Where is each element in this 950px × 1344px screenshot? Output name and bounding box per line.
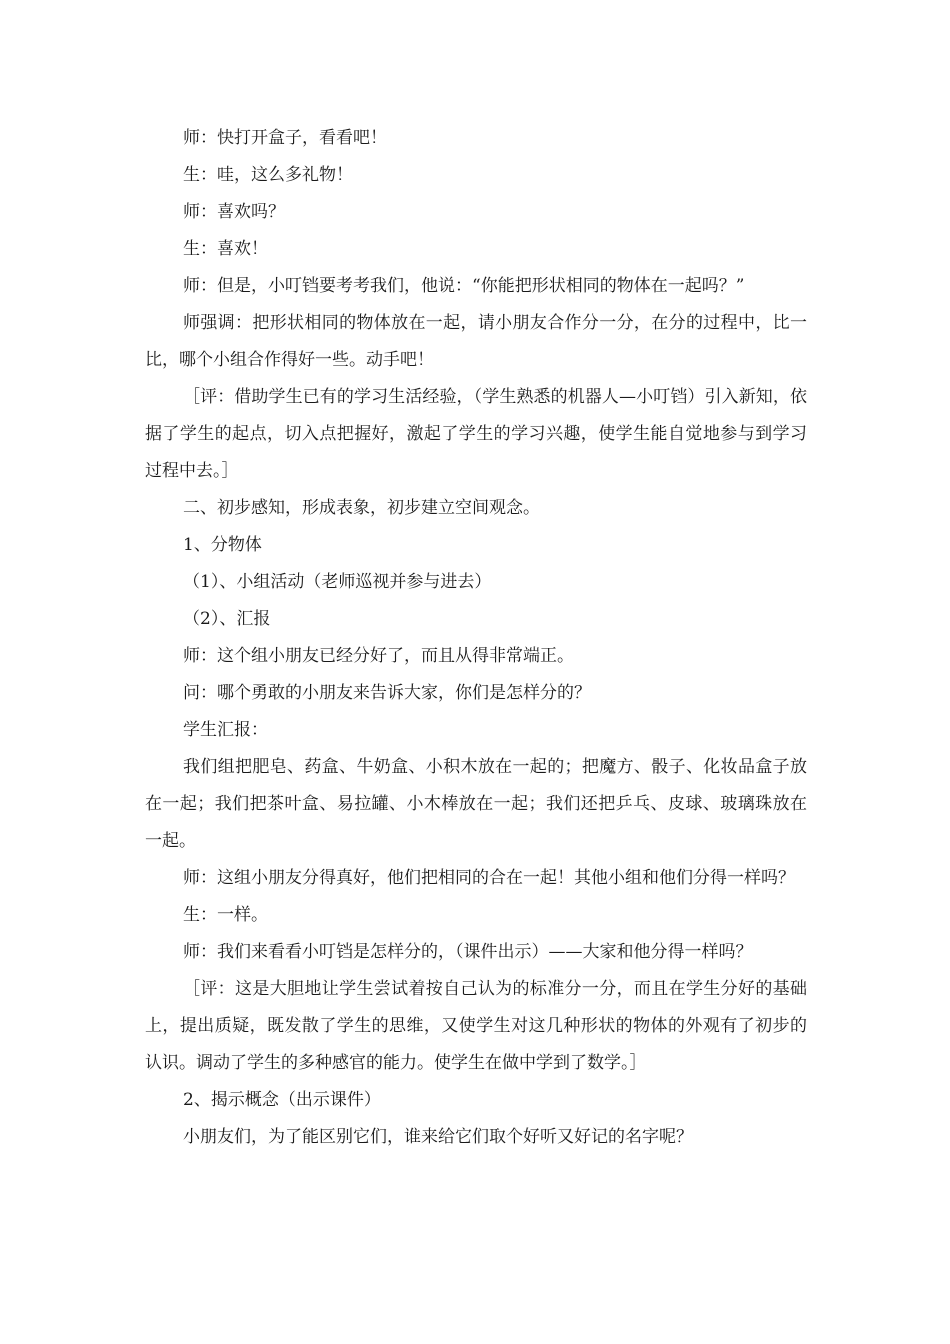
- subsection-heading: 2、揭示概念（出示课件）: [183, 1090, 381, 1110]
- subsection-heading: 1、分物体: [183, 535, 262, 555]
- step-item: （1）、小组活动（老师巡视并参与进去）: [183, 572, 492, 592]
- dialogue-line: 师：这个组小朋友已经分好了，而且从得非常端正。: [183, 646, 574, 666]
- commentary-paragraph: ［评：借助学生已有的学习生活经验，（学生熟悉的机器人—小叮铛）引入新知，依据了学生的起点，切入点把握好，激起了学生的学习兴趣，使学生能自觉地参与到学习过程中去。］: [145, 387, 807, 481]
- section-heading: 二、初步感知，形成表象，初步建立空间观念。: [183, 498, 540, 518]
- dialogue-line: 师：但是，小叮铛要考考我们，他说：“你能把形状相同的物体在一起吗？”: [183, 276, 745, 296]
- dialogue-line: 生：哇，这么多礼物！: [183, 165, 353, 185]
- step-item: （2）、汇报: [183, 609, 271, 629]
- dialogue-line: 生：喜欢！: [183, 239, 268, 259]
- body-paragraph: 我们组把肥皂、药盒、牛奶盒、小积木放在一起的；把魔方、骰子、化妆品盒子放在一起；我们把茶叶盒、易拉罐、小木棒放在一起；我们还把乒乓、皮球、玻璃珠放在一起。: [145, 757, 807, 851]
- dialogue-line: 学生汇报：: [183, 720, 268, 740]
- dialogue-line: 师：喜欢吗？: [183, 202, 285, 222]
- dialogue-line: 问：哪个勇敢的小朋友来告诉大家，你们是怎样分的？: [183, 683, 591, 703]
- commentary-paragraph: ［评：这是大胆地让学生尝试着按自己认为的标准分一分，而且在学生分好的基础上，提出质疑，既发散了学生的思维，又使学生对这几种形状的物体的外观有了初步的认识。调动了学生的多种感官的能力。使学生在做中学到了数学。］: [145, 979, 807, 1073]
- dialogue-line: 师：快打开盒子，看看吧！: [183, 128, 387, 148]
- document-page: [145, 120, 807, 1156]
- dialogue-line: 师：我们来看看小叮铛是怎样分的，（课件出示）——大家和他分得一样吗？: [183, 942, 753, 962]
- dialogue-line: 师：这组小朋友分得真好，他们把相同的合在一起！其他小组和他们分得一样吗？: [183, 868, 795, 888]
- dialogue-line: 师强调：把形状相同的物体放在一起，请小朋友合作分一分，在分的过程中，比一比，哪个小组合作得好一些。动手吧！: [145, 313, 807, 370]
- dialogue-line: 生：一样。: [183, 905, 268, 925]
- body-paragraph: 小朋友们，为了能区别它们，谁来给它们取个好听又好记的名字呢？: [183, 1127, 693, 1147]
